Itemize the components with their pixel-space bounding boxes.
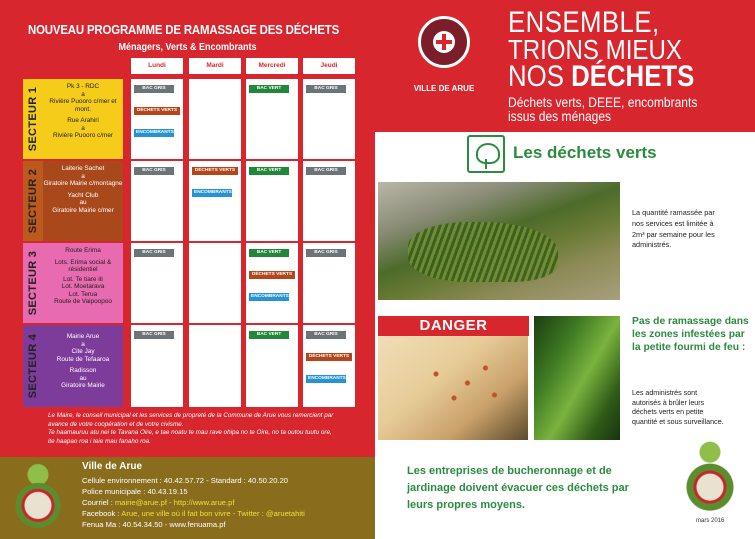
headline-sub-1: Déchets verts, DEEE, encombrants (508, 94, 698, 110)
schedule-tag: ENCOMBRANTS (194, 190, 232, 195)
schedule-tag: BAC GRIS (306, 331, 346, 339)
sector-4-addresses: Mairie Arue a Cite Jay Route de Tefaaroa Radisson au Giratoire Mairie (56, 333, 110, 389)
schedule-tag: BAC GRIS (134, 167, 174, 175)
turtle-mascot-right (684, 440, 736, 516)
sector-2-addresses: Laiterie Sachet a Giratoire Mairie c/montagne Yacht Club au Giratoire Mairie c/mer (43, 165, 123, 214)
footer-line-3[interactable]: Courriel : mairie@arue.pf - http://www.arue.pf (82, 498, 235, 507)
ville-seal-logo (418, 16, 470, 68)
schedule-subtitle: Ménagers, Verts & Encombrants (118, 42, 257, 53)
schedule-tag: DÉCHETS VERTS (192, 167, 238, 175)
cell-s4-mardi (189, 325, 241, 407)
schedule-tag: BAC VERT (249, 85, 289, 93)
turtle-mascot-left (14, 462, 62, 532)
schedule-tag: BAC GRIS (134, 249, 174, 257)
schedule-tag: DÉCHETS VERTS (306, 353, 352, 361)
footer-line-2: Police municipale : 40.43.19.15 (82, 487, 188, 496)
footer-line-4[interactable]: Facebook : Arue, une ville où il fait bon vivre - Twitter : @aruetahiti (82, 509, 305, 518)
schedule-tag: BAC GRIS (306, 167, 346, 175)
schedule-tag: BAC GRIS (134, 331, 174, 339)
sector-2-label: SECTEUR 2 (23, 161, 43, 241)
schedule-tag: ENCOMBRANTS (308, 376, 346, 381)
schedule-tag: DÉCHETS VERTS (249, 271, 295, 279)
day-header-mercredi: Mercredi (246, 58, 298, 74)
no-pickup-text: Les administrés sont autorisés à brûler leurs déchets verts en petite quantité et sous surveillance. (632, 389, 724, 426)
sector-4-label: SECTEUR 4 (23, 325, 43, 407)
footer-title: Ville de Arue (82, 461, 143, 472)
date-label: mars 2016 (696, 518, 725, 524)
day-header-jeudi: Jeudi (303, 58, 355, 74)
headline-line-2: TRIONS MIEUX (508, 34, 682, 65)
headline-line-3: NOS DÉCHETS (508, 60, 695, 93)
schedule-tag: DÉCHETS VERTS (134, 107, 180, 115)
day-header-mardi: Mardi (189, 58, 241, 74)
headline-line-1: ENSEMBLE, (508, 6, 660, 39)
schedule-tag: BAC VERT (249, 167, 289, 175)
schedule-tag: BAC VERT (249, 331, 289, 339)
day-header-lundi: Lundi (131, 58, 183, 74)
sector-1-label: SECTEUR 1 (23, 79, 43, 159)
no-pickup-title: Pas de ramassage dans les zones infestées par la petite fourmi de feu : (632, 316, 749, 353)
schedule-tag: ENCOMBRANTS (136, 130, 174, 135)
green-waste-photo (378, 182, 620, 300)
schedule-tag: ENCOMBRANTS (251, 294, 289, 299)
sector-3-addresses: Route Erima Lots. Erima social & résidentiel Lot. Te tiare iti Lot. Moetarava Lot. Terua Route de Vaipoopoo (54, 247, 112, 305)
green-waste-title: Les déchets verts (513, 143, 657, 162)
danger-label: DANGER (419, 317, 488, 334)
sector-3-label: SECTEUR 3 (23, 243, 43, 323)
schedule-tag: BAC GRIS (306, 249, 346, 257)
sector-1-addresses: Pk 3 - RDC a Rivière Puooro c/mer et mont. Rue Arahiri a Rivière Puooro c/mer (49, 83, 117, 139)
fire-ant-photo (378, 336, 528, 440)
schedule-title: NOUVEAU PROGRAMME DE RAMASSAGE DES DÉCHETS (28, 22, 340, 37)
mayor-note: Le Maire, le conseil municipal et les services de propreté de la Commune de Arue vous remercient par avance de votre coopération et de votre civisme. Te haamauruu atu nei te Tavana Oire, e tae noatu te mau rave ohipa no te Oire, no ta outou tuutu ore, ite haapao roa i teie mau fanaho roa. (48, 412, 334, 445)
ville-label: VILLE DE ARUE (413, 84, 475, 93)
headline-sub-2: issus des ménages (508, 108, 612, 124)
schedule-tag: BAC GRIS (134, 85, 174, 93)
footer-line-5[interactable]: Fenua Ma : 40.54.34.50 - www.fenuama.pf (82, 520, 226, 529)
quantity-limit-text: La quantité ramassée par nos services est limitée à 2m³ par semaine pour les administrés. (632, 208, 715, 250)
cell-s1-mardi (189, 79, 241, 159)
footer-line-1: Cellule environnement : 40.42.57.72 - Standard : 40.50.20.20 (82, 476, 289, 485)
companies-notice: Les entreprises de bucheronnage et de jardinage doivent évacuer ces déchets par leurs propres moyens. (407, 465, 629, 511)
schedule-tag: BAC GRIS (306, 85, 346, 93)
tree-icon (467, 135, 505, 173)
cell-s3-mardi (189, 243, 241, 323)
schedule-tag: BAC VERT (249, 249, 289, 257)
plant-photo (534, 316, 620, 440)
